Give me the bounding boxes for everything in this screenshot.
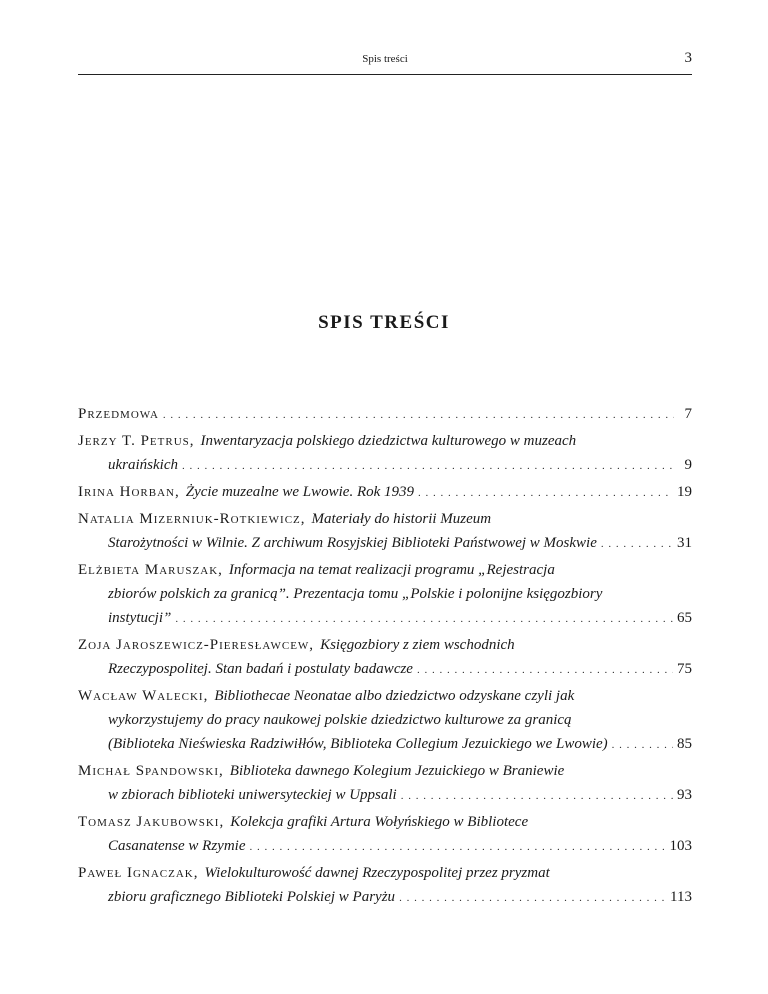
toc-entry-line [78, 480, 692, 505]
entry-author: Elżbieta Maruszak, [78, 562, 223, 578]
entry-title: Księgozbiory z ziem wschodnich [320, 637, 515, 653]
entry-page-number: 7 [684, 406, 692, 422]
entry-title: zbioru graficznego Biblioteki Polskiej w Paryżu [108, 889, 396, 905]
entry-title: Bibliothecae Neonatae albo dziedzictwo odzyskane czyli jak [214, 688, 575, 704]
toc-entry-line [78, 633, 692, 657]
entry-page-number: 9 [684, 457, 692, 473]
toc-entry-line [78, 558, 692, 582]
toc-entry-line [78, 708, 692, 732]
entry-title: ukraińskich [108, 457, 178, 473]
toc-entry [78, 861, 692, 910]
entry-author: Zoja Jaroszewicz-Pieresławcew, [78, 637, 315, 653]
table-of-contents [78, 402, 692, 912]
toc-entry [78, 429, 692, 478]
entry-author: Natalia Mizerniuk-Rotkiewicz, [78, 511, 306, 527]
entry-author: Irina Horban, [78, 484, 180, 500]
entry-title: Informacja na temat realizacji programu „Rejestracja [228, 562, 555, 578]
entry-title: Rzeczypospolitej. Stan badań i postulaty badawcze [108, 661, 413, 677]
toc-entry-line [78, 759, 692, 783]
toc-entry-line [78, 657, 692, 682]
entry-title: Wielokulturowość dawnej Rzeczypospolitej przez pryzmat [204, 865, 550, 881]
toc-entry-line [78, 531, 692, 556]
toc-entry-line [78, 783, 692, 808]
entry-title: wykorzystujemy do pracy naukowej polskie dziedzictwo kulturowe za granicą [108, 712, 572, 728]
dot-leader [401, 784, 673, 808]
entry-title: (Biblioteka Nieświeska Radziwiłłów, Biblioteka Collegium Jezuickiego we Lwowie) [108, 736, 608, 752]
toc-entry [78, 633, 692, 682]
entry-title: Materiały do historii Muzeum [311, 511, 492, 527]
entry-title: zbiorów polskich za granicą”. Prezentacja tomu „Polskie i polonijne księgozbiory [108, 586, 603, 602]
toc-entry [78, 558, 692, 631]
toc-entry-line [78, 507, 692, 531]
entry-author: Wacław Walecki, [78, 688, 209, 704]
page-number: 3 [684, 50, 692, 66]
entry-title: Inwentaryzacja polskiego dziedzictwa kulturowego w muzeach [200, 433, 577, 449]
entry-author: Michał Spandowski, [78, 763, 224, 779]
entry-author: Paweł Ignaczak, [78, 865, 199, 881]
toc-entry-line [78, 429, 692, 453]
toc-entry [78, 759, 692, 808]
entry-author: Przedmowa [78, 406, 159, 422]
entry-title: Starożytności w Wilnie. Z archiwum Rosyjskiej Biblioteki Państwowej w Moskwie [108, 535, 597, 551]
entry-page-number: 103 [669, 838, 692, 854]
toc-entry-line [78, 885, 692, 910]
toc-entry [78, 480, 692, 505]
dot-leader [249, 835, 665, 859]
entry-page-number: 85 [677, 736, 692, 752]
toc-entry-line [78, 834, 692, 859]
toc-entry [78, 402, 692, 427]
dot-leader [175, 607, 673, 631]
entry-page-number: 113 [670, 889, 692, 905]
dot-leader [418, 481, 673, 505]
entry-page-number: 93 [677, 787, 692, 803]
toc-entry [78, 810, 692, 859]
dot-leader [601, 532, 673, 556]
entry-title: Kolekcja grafiki Artura Wołyńskiego w Bibliotece [230, 814, 529, 830]
toc-entry-line [78, 453, 692, 478]
running-header [78, 50, 692, 75]
entry-page-number: 31 [677, 535, 692, 551]
entry-author: Tomasz Jakubowski, [78, 814, 225, 830]
entry-title: instytucji” [108, 610, 172, 626]
entry-title: Casanatense w Rzymie [108, 838, 246, 854]
dot-leader [612, 733, 673, 757]
dot-leader [163, 403, 674, 427]
entry-author: Jerzy T. Petrus, [78, 433, 195, 449]
entry-title: Życie muzealne we Lwowie. Rok 1939 [185, 484, 415, 500]
toc-entry-line [78, 582, 692, 606]
dot-leader [182, 454, 674, 478]
toc-entry-line [78, 732, 692, 757]
entry-page-number: 65 [677, 610, 692, 626]
toc-title: SPIS TREŚCI [318, 312, 450, 333]
toc-entry [78, 684, 692, 757]
toc-entry-line [78, 402, 692, 427]
entry-title: Biblioteka dawnego Kolegium Jezuickiego w Braniewie [229, 763, 565, 779]
dot-leader [399, 886, 666, 910]
toc-entry-line [78, 606, 692, 631]
toc-entry-line [78, 861, 692, 885]
entry-page-number: 19 [677, 484, 692, 500]
toc-entry-line [78, 810, 692, 834]
dot-leader [417, 658, 673, 682]
entry-title: w zbiorach biblioteki uniwersyteckiej w Uppsali [108, 787, 397, 803]
toc-entry [78, 507, 692, 556]
running-title: Spis treści [362, 53, 408, 65]
entry-page-number: 75 [677, 661, 692, 677]
toc-entry-line [78, 684, 692, 708]
